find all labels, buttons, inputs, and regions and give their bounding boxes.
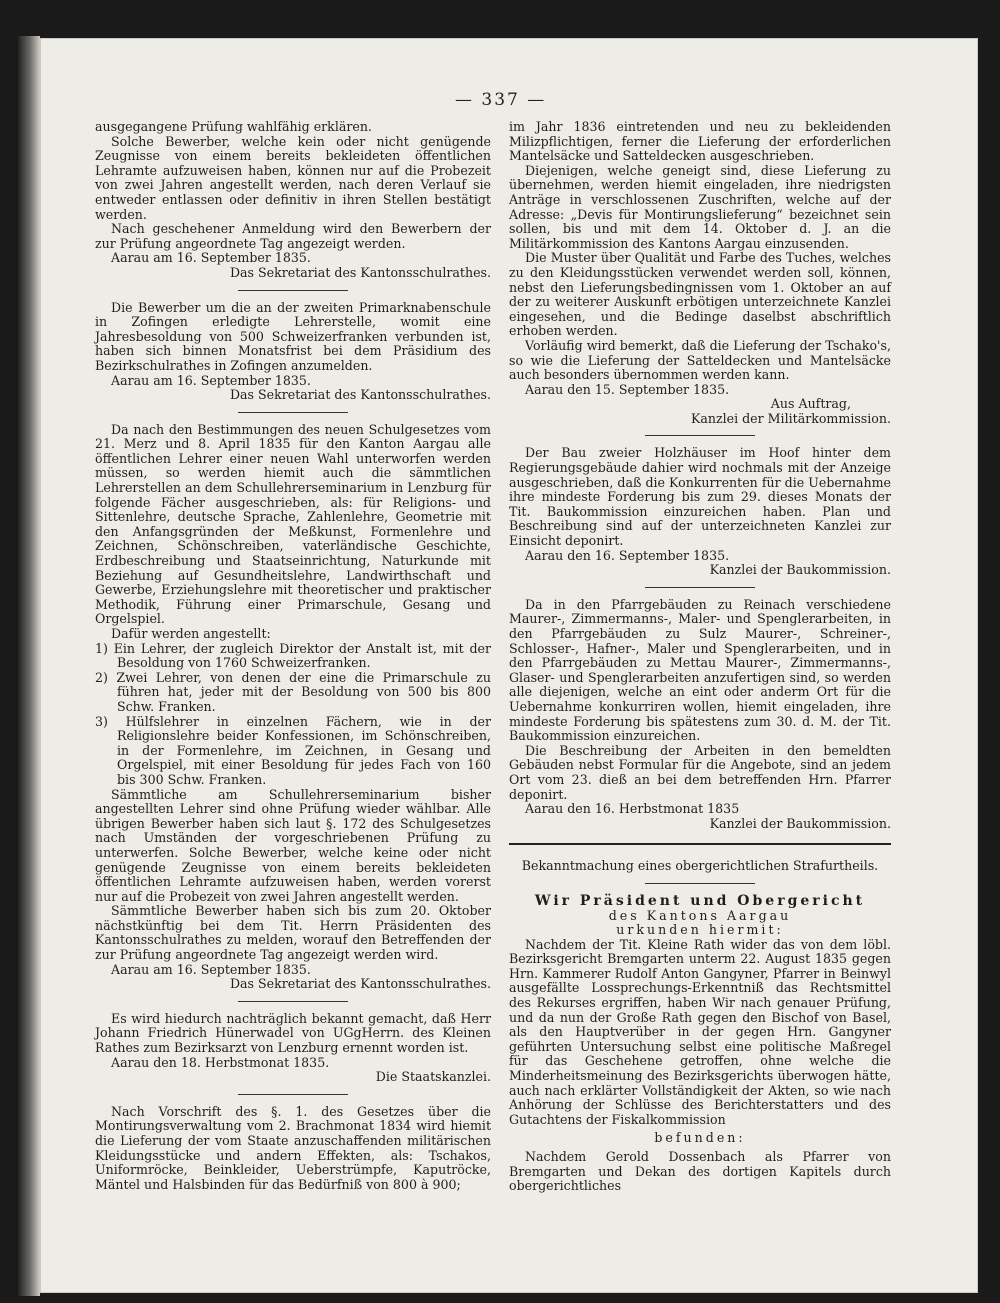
notice-7-date: Aarau den 16. Herbstmonat 1835 [525,801,740,817]
notice-1-date: Aarau am 16. September 1835. [111,250,311,266]
notice-4-date: Aarau den 18. Herbstmonat 1835. [111,1054,330,1070]
notice-6-text: Der Bau zweier Holzhäuser im Hoof hinter dem Regierungsgebäude dahier wird nochmals mit der Anzeige ausgeschrieben, daß die Konkurrenten für die Uebernahme ihre mindeste Forderung bis zum 29. dieses Monats der Tit. Baukommission einzureichen haben. Plan und Beschreibung sind auf der unterzeichneten Kanzlei zur Einsicht deponirt. [509,445,891,549]
notice-4-text: Es wird hiedurch nachträglich bekannt gemacht, daß Herr Johann Friedrich Hünerwadel von UGgHerrn. des Kleinen Rathes zum Bezirksarzt von Lenzburg ernennt worden ist. [95,1010,491,1056]
notice-2-text: Die Bewerber um die an der zweiten Primarknabenschule in Zofingen erledigte Lehrerstelle, womit eine Jahresbesoldung von 500 Schweizerfranken verbunden ist, haben sich binnen Monatsfrist bei dem Präsidium des Bezirkschulrathes in Zofingen anzumelden. [95,299,491,373]
notice-6-date: Aarau den 16. September 1835. [525,547,730,563]
right-column [509,120,891,1194]
notice-5-paragraph: Die Muster über Qualität und Farbe des Tuches, welches zu den Kleidungsstücken verwendet werden soll, können, nebst den Lieferungsbedingnissen vom 1. Oktober an auf der zu weiterer Auskunft erbötigen unterzeichnete Kanzlei eingesehen, und die Bedinge daselbst abschriftlich erhoben werden. [509,250,891,339]
notice-3-list-item: 3) Hülfslehrer in einzelnen Fächern, wie in der Religionslehre beider Konfessionen, im Schönschreiben, in der Formenlehre, im Zeichnen, in Gesang und Orgelspiel, mit einer Besoldung für jedes Fach von 160 bis 300 Schw. Franken. [95,713,491,787]
verdict-subtitle: des Kantons Aargau [608,907,792,923]
notice-2-date: Aarau am 16. September 1835. [111,372,311,388]
notice-5-paragraph: Diejenigen, welche geneigt sind, diese Lieferung zu übernehmen, werden hiemit eingeladen, ihre niedrigsten Anträge in verschlossenen Zuschriften, welche auf der Adresse: „Devis für Montirungslieferung“ bezeichnet sein sollen, bis und mit dem 14. Oktober d. J. an die Militärkommission des Kantons Aargau einzusenden. [509,162,891,251]
separator [238,290,348,291]
notice-5-date: Aarau den 15. September 1835. [525,381,730,397]
notice-3-paragraph: Sämmtliche Bewerber haben sich bis zum 20. Oktober nächstkünftig bei dem Tit. Herrn Präsidenten des Kantonsschulrathes zu melden, worauf den Betreffenden der zur Prüfung angeordnete Tag angezeigt werden wird. [95,903,491,963]
notice-6-signature: Kanzlei der Baukommission. [709,562,891,578]
notice-1-paragraph: Solche Bewerber, welche kein oder nicht genügende Zeugnisse von einem bereits bekleideten öffentlichen Lehramte aufzuweisen haben, können nur auf die Probezeit von zwei Jahren angestellt werden, nach deren Verlauf sie entweder entlassen oder definitiv in ihren Stellen bestätigt werden. [95,133,491,222]
verdict-subtitle-2: urkunden hiermit: [616,922,784,938]
left-column [95,120,491,1192]
notice-3-list-item: 2) Zwei Lehrer, von denen der eine die Primarschule zu führen hat, jeder mit der Besoldung von 500 bis 800 Schw. Franken. [95,669,491,714]
notice-5-text: Nach Vorschrift des §. 1. des Gesetzes über die Montirungsverwaltung vom 2. Brachmonat 1834 wird hiemit die Lieferung der vom Staate anzuschaffenden militärischen Kleidungsstücke und andern Effekten, als: Tschakos, Uniformröcke, Beinkleider, Ueberstrümpfe, Kaputröcke, Mäntel und Halsbinden für das Bedürfniß von 800 à 900; [95,1103,491,1192]
page-number: — 337 — [455,90,547,110]
notice-7-signature: Kanzlei der Baukommission. [709,815,891,831]
verdict-text: Nachdem der Tit. Kleine Rath wider das von dem löbl. Bezirksgericht Bremgarten unterm 22. August 1835 gegen Hrn. Kammerer Rudolf Anton Gangyner, Pfarrer in Beinwyl ausgefällte Lossprechungs-Erkenntniß das Rechtsmittel des Rekurses ergriffen, haben Wir nach genauer Prüfung, und da nun der Große Rath gegen den Bischof von Basel, als den Hauptverüber in der gegen Hrn. Gangyner geführten Untersuchung selbst eine politische Maßregel für das Geschehene getroffen, ohne welche die Minderheitsmeinung des Bezirksgerichts überwogen hätte, auch nach erklärter Vollständigkeit der Akten, so wie nach Anhörung der Schlüsse des Berichterstatters und des Gutachtens der Fiskalkommission [509,936,891,1127]
notice-5-signature: Kanzlei der Militärkommission. [690,410,891,426]
section-rule [509,843,891,845]
notice-3-text: Da nach den Bestimmungen des neuen Schulgesetzes vom 21. Merz und 8. April 1835 für den Kanton Aargau alle öffentlichen Lehrer einer neuen Wahl unterworfen werden müssen, so werden hiemit auch die sämmtlichen Lehrerstellen an dem Schullehrerseminarium in Lenzburg für folgende Fächer ausgeschrieben, als: für Religions- und Sittenlehre, deutsche Sprache, Zahlenlehre, Geometrie mit den Anfangsgründen der Meßkunst, Formenlehre und Zeichnen, Schönschreiben, vaterländische Geschichte, Erdbeschreibung und Staatseinrichtung, Naturkunde mit Beziehung auf Gesundheitslehre, Landwirthschaft und Gewerbe, Erziehungslehre mit theoretischer und praktischer Methodik, Führung einer Primarschule, Gesang und Orgelspiel. [95,421,491,627]
notice-1-paragraph: Nach geschehener Anmeldung wird den Bewerbern der zur Prüfung angeordnete Tag angezeigt werden. [95,221,491,251]
book-spine-shadow [18,36,40,1296]
verdict-found: befunden: [654,1130,746,1146]
notice-5-paragraph: Vorläufig wird bemerkt, daß die Lieferung der Tschako's, so wie die Lieferung der Satteldecken und Mantelsäcke auch besonders übernommen werden kann. [509,337,891,383]
notice-7-paragraph: Die Beschreibung der Arbeiten in den bemeldten Gebäuden nebst Formular für die Angebote, sind an jedem Ort vom 23. dieß an bei dem betreffenden Hrn. Pfarrer deponirt. [509,742,891,802]
notice-5-continued: im Jahr 1836 eintretenden und neu zu bekleidenden Milizpflichtigen, ferner die Lieferung der erforderlichen Mantelsäcke und Satteldecken ausgeschrieben. [509,119,891,164]
notice-5-signature-line: Aus Auftrag, [770,396,851,412]
notice-7-text: Da in den Pfarrgebäuden zu Reinach verschiedene Maurer-, Zimmermanns-, Maler- und Spenglerarbeiten, in den Pfarrgebäuden zu Sulz Maurer-, Schreiner-, Schlosser-, Hafner-, Maler und Spenglerarbeiten, und in den Pfarrgebäuden zu Mettau Maurer-, Zimmermanns-, Glaser- und Spenglerarbeiten anzufertigen sind, so werden alle diejenigen, welche an eint oder anderm Ort für die Uebernahme konkurriren wollen, hiemit eingeladen, ihre mindeste Forderung bis spätestens zum 30. d. M. der Tit. Baukommission einzureichen. [509,596,891,744]
verdict-heading: Bekanntmachung eines obergerichtlichen Strafurtheils. [521,858,879,874]
separator [238,1094,348,1095]
notice-3-date: Aarau am 16. September 1835. [111,961,311,977]
verdict-text-continued: Nachdem Gerold Dossenbach als Pfarrer von Bremgarten und Dekan des dortigen Kapitels durch obergerichtliches [509,1149,891,1194]
notice-1-signature: Das Sekretariat des Kantonsschulrathes. [229,264,491,280]
notice-3-signature: Das Sekretariat des Kantonsschulrathes. [229,976,491,992]
separator [645,587,755,588]
notice-3-intro: Dafür werden angestellt: [111,626,271,641]
notice-3-paragraph: Sämmtliche am Schullehrerseminarium bisher angestellten Lehrer sind ohne Prüfung wieder wählbar. Alle übrigen Bewerber haben sich laut §. 172 des Schulgesetzes nach Umständen der vorgeschriebenen Prüfung zu unterwerfen. Solche Bewerber, welche keine oder nicht genügende Zeugnisse von einem bereits bekleideten öffentlichen Lehramte aufzuweisen haben, werden vorerst nur auf die Probezeit von zwei Jahren angestellt werden. [95,786,491,904]
verdict-title: Wir Präsident und Obergericht [534,892,866,909]
separator [238,1001,348,1002]
notice-3-list-item: 1) Ein Lehrer, der zugleich Direktor der Anstalt ist, mit der Besoldung von 1760 Schweizerfranken. [95,640,491,671]
separator [238,412,348,413]
notice-4-signature: Die Staatskanzlei. [375,1069,491,1085]
separator [645,883,755,884]
separator [645,435,755,436]
notice-1-paragraph: ausgegangene Prüfung wahlfähig erklären. [95,119,372,134]
notice-2-signature: Das Sekretariat des Kantonsschulrathes. [229,387,491,403]
